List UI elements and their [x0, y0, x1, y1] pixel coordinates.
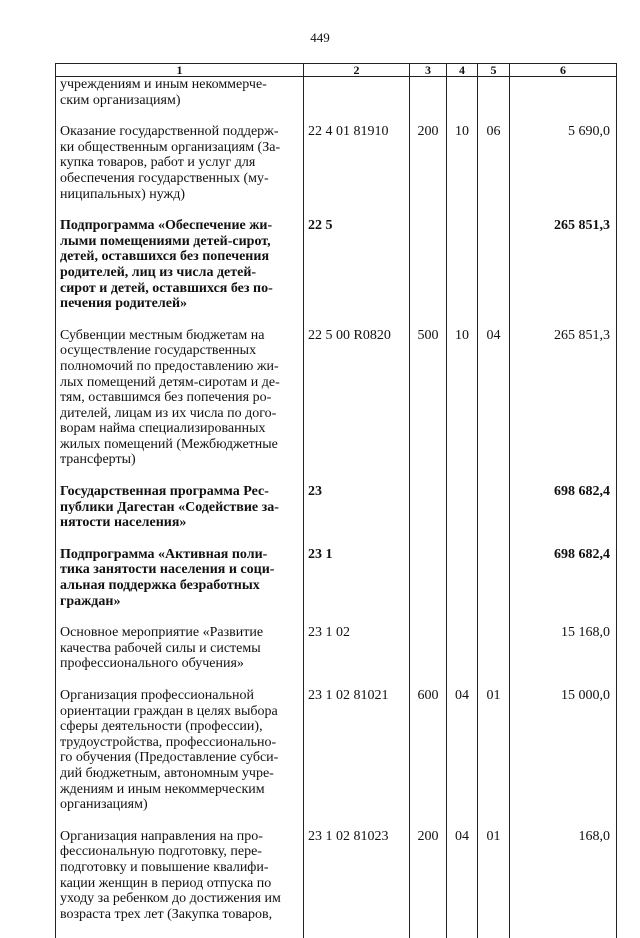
- row-type-cell: 500: [410, 328, 447, 484]
- row-section-cell: 10: [447, 124, 478, 218]
- row-name-cell: Государственная программа Рес- публики Дагестан «Содействие за- нятости населения»: [56, 484, 304, 547]
- row-type-cell: [410, 625, 447, 688]
- row-name-cell: Организация профессиональной ориентации граждан в целях выбора сферы деятельности (профессии), трудоустройства, профессионально- го обучения (Предоставление субси- дий бюджетным, автономным учре- ждениям и иным некоммерческим организациям): [56, 688, 304, 829]
- row-name-cell: Организация направления на про- фессиональную подготовку, пере- подготовку и повышение квалифи- кации женщин в период отпуска по уходу за ребенком до достижения им возраста трех лет (Закупка товаров,: [56, 829, 304, 938]
- row-subsection-cell: 06: [478, 124, 510, 218]
- header-cell: 3: [410, 64, 447, 77]
- table-row: [56, 547, 617, 625]
- budget-table: [55, 63, 617, 938]
- row-amount-cell: 15 168,0: [510, 625, 617, 688]
- table-row: [56, 484, 617, 547]
- row-subsection-cell: 01: [478, 829, 510, 938]
- row-amount-cell: 15 000,0: [510, 688, 617, 829]
- row-name-cell: Оказание государственной поддерж- ки общественным организациям (За- купка товаров, работ и услуг для обеспечения государственных (му- ниципальных) нужд): [56, 124, 304, 218]
- row-amount-cell: 168,0: [510, 829, 617, 938]
- table-row: [56, 218, 617, 328]
- row-subsection-cell: [478, 547, 510, 625]
- row-section-cell: [447, 625, 478, 688]
- row-code-cell: 23: [304, 484, 410, 547]
- row-subsection-cell: 04: [478, 328, 510, 484]
- row-type-cell: [410, 218, 447, 328]
- row-amount-cell: 5 690,0: [510, 124, 617, 218]
- row-type-cell: [410, 77, 447, 125]
- table-row: [56, 829, 617, 938]
- table-header-row: [56, 64, 617, 77]
- header-cell: 5: [478, 64, 510, 77]
- row-type-cell: [410, 547, 447, 625]
- table-row: [56, 77, 617, 125]
- row-amount-cell: 698 682,4: [510, 547, 617, 625]
- table-row: [56, 625, 617, 688]
- row-name-cell: Основное мероприятие «Развитие качества рабочей силы и системы профессионального обучения»: [56, 625, 304, 688]
- row-type-cell: [410, 484, 447, 547]
- row-amount-cell: 265 851,3: [510, 328, 617, 484]
- row-section-cell: [447, 547, 478, 625]
- row-amount-cell: 265 851,3: [510, 218, 617, 328]
- row-code-cell: 23 1: [304, 547, 410, 625]
- table-row: [56, 688, 617, 829]
- row-name-cell: Подпрограмма «Активная поли- тика занятости населения и соци- альная поддержка безработных граждан»: [56, 547, 304, 625]
- row-code-cell: 22 5 00 R0820: [304, 328, 410, 484]
- table-row: [56, 124, 617, 218]
- row-section-cell: 04: [447, 829, 478, 938]
- row-section-cell: [447, 484, 478, 547]
- header-cell: 1: [56, 64, 304, 77]
- row-section-cell: 04: [447, 688, 478, 829]
- row-code-cell: 22 4 01 81910: [304, 124, 410, 218]
- row-subsection-cell: [478, 625, 510, 688]
- header-cell: 4: [447, 64, 478, 77]
- row-code-cell: 23 1 02 81023: [304, 829, 410, 938]
- row-subsection-cell: [478, 77, 510, 125]
- row-section-cell: 10: [447, 328, 478, 484]
- row-amount-cell: [510, 77, 617, 125]
- row-type-cell: 600: [410, 688, 447, 829]
- header-cell: 6: [510, 64, 617, 77]
- row-name-cell: Субвенции местным бюджетам на осуществление государственных полномочий по предоставлению жи- лых помещений детям-сиротам и де- тям, оставшимся без попечения ро- дителей, лицам из их числа по дого- ворам найма специализированных жилых помещений (Межбюджетные трансферты): [56, 328, 304, 484]
- row-code-cell: 23 1 02: [304, 625, 410, 688]
- row-subsection-cell: [478, 218, 510, 328]
- header-cell: 2: [304, 64, 410, 77]
- row-subsection-cell: [478, 484, 510, 547]
- table-row: [56, 328, 617, 484]
- row-section-cell: [447, 218, 478, 328]
- row-type-cell: 200: [410, 829, 447, 938]
- page-number: 449: [310, 30, 330, 45]
- row-subsection-cell: 01: [478, 688, 510, 829]
- row-code-cell: [304, 77, 410, 125]
- row-code-cell: 23 1 02 81021: [304, 688, 410, 829]
- row-code-cell: 22 5: [304, 218, 410, 328]
- row-name-cell: учреждениям и иным некоммерче- ским организациям): [56, 77, 304, 125]
- row-type-cell: 200: [410, 124, 447, 218]
- row-section-cell: [447, 77, 478, 125]
- row-name-cell: Подпрограмма «Обеспечение жи- лыми помещениями детей-сирот, детей, оставшихся без попечения родителей, лиц из числа детей- сирот и детей, оставшихся без по- печения родителей»: [56, 218, 304, 328]
- row-amount-cell: 698 682,4: [510, 484, 617, 547]
